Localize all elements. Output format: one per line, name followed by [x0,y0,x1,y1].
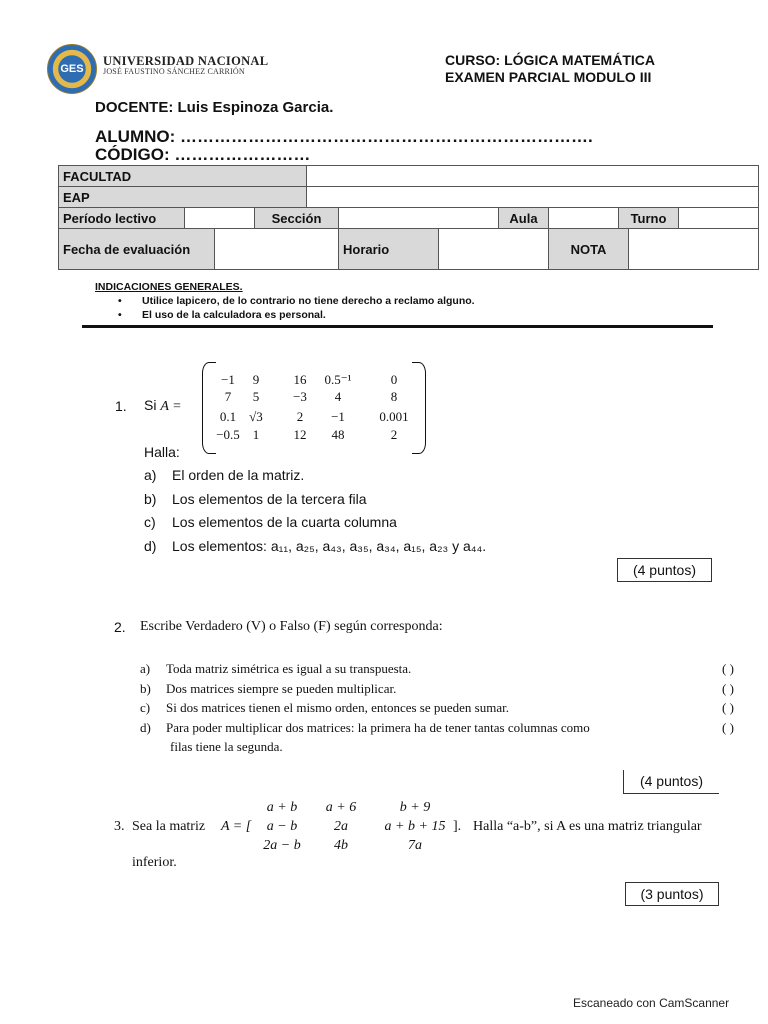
item-letter: a) [144,467,157,483]
matrix-cell: 12 [293,427,307,442]
exam-title: EXAMEN PARCIAL MODULO III [445,69,652,85]
q2-title: Escribe Verdadero (V) o Falso (F) según corresponda: [140,619,443,634]
item-letter: b) [144,490,157,507]
matrix-cell: a + b [266,800,298,815]
item-letter: d) [144,537,157,554]
item-text: Si dos matrices tienen el mismo orden, entonces se pueden sumar. [166,700,509,715]
item-text: Los elementos: a₁₁, a₂₅, a₄₃, a₃₅, a₃₄, a₁₅, a₂₃ y a₄₄. [172,537,487,554]
instruction-item [118,295,475,309]
horario-field[interactable] [439,229,549,270]
matrix-cell: 7 [224,389,232,404]
aula-field[interactable] [549,208,619,229]
q3-lead: Sea la matriz [132,819,206,834]
instructions-title: INDICACIONES GENERALES. [95,281,243,293]
item-letter: d) [140,719,151,735]
student-line[interactable]: ALUMNO: ………………………………………………………………. [95,127,593,146]
q2-item-d [140,718,760,738]
seccion-label: Sección [255,208,339,229]
matrix-cell: 4 [334,389,342,404]
q1-find: Halla: [144,444,180,460]
periodo-label: Período lectivo [59,208,185,229]
instructions-list [118,295,475,322]
item-letter: b) [140,680,151,696]
matrix-cell: 0 [390,372,398,387]
item-text: Para poder multiplicar dos matrices: la primera ha de tener tantas columnas como [166,719,590,735]
answer-box[interactable]: ( ) [722,661,734,676]
facultad-label: FACULTAD [59,166,307,187]
divider-line [82,325,713,328]
q1-items [144,464,486,558]
q3-continuation: inferior. [132,855,177,870]
item-text: El orden de la matriz. [172,467,305,483]
exam-info-table [58,165,759,270]
matrix-cell: b + 9 [399,800,431,815]
facultad-field[interactable] [307,166,759,187]
matrix-cell: 5 [252,389,260,404]
item-text: Dos matrices siempre se pueden multiplicar. [166,680,397,696]
matrix-cell: −1 [221,372,235,387]
matrix-cell: 8 [390,389,398,404]
matrix-cell: a + 6 [325,800,357,815]
matrix-cell: 0.1 [219,409,237,424]
q1-si: Si [144,397,157,413]
matrix-cell: −1 [331,409,345,424]
matrix-cell: −0.5 [216,427,240,442]
eap-field[interactable] [307,187,759,208]
matrix-cell: 4b [334,838,348,853]
matrix-cell: 9 [252,372,260,387]
item-text: Toda matriz simétrica es igual a su transpuesta. [166,661,412,676]
q3-close-bracket: ]. [453,819,462,834]
item-text: Los elementos de la cuarta columna [172,514,397,530]
fecha-label: Fecha de evaluación [59,229,215,270]
periodo-field[interactable] [185,208,255,229]
turno-label: Turno [619,208,679,229]
matrix-cell: 0.001 [379,409,409,424]
q1-points: (4 puntos) [617,558,712,582]
q1-matrix [202,362,426,454]
course-title: CURSO: LÓGICA MATEMÁTICA [445,52,655,68]
q1-item-d [144,535,486,559]
q1-matrix-name: A = [160,399,182,414]
aula-label: Aula [499,208,549,229]
code-line[interactable]: CÓDIGO: …………………… [95,145,311,164]
matrix-cell: 0.5⁻¹ [324,372,352,387]
matrix-cell: 2 [296,409,304,424]
q1-intro [144,397,182,415]
answer-box[interactable]: ( ) [722,719,734,735]
university-name: UNIVERSIDAD NACIONAL [103,54,269,68]
course-header [445,52,655,86]
matrix-cell: 48 [331,427,345,442]
instruction-item [118,309,475,323]
eap-label: EAP [59,187,307,208]
q3-matrix-name: A = [ [221,819,252,834]
q3-points: (3 puntos) [625,882,719,906]
university-logo: GES [47,44,97,94]
fecha-field[interactable] [215,229,339,270]
item-text: Los elementos de la tercera fila [172,490,367,507]
q2-item-d-continuation: filas tiene la segunda. [170,739,283,754]
item-letter: c) [144,514,156,530]
horario-label: Horario [339,229,439,270]
q2-number: 2. [114,619,126,635]
q2-item-c [140,698,760,718]
answer-box[interactable]: ( ) [722,700,734,715]
matrix-cell: 16 [293,372,307,387]
seccion-field[interactable] [339,208,499,229]
q2-items [140,659,760,757]
q2-points: (4 puntos) [623,770,719,794]
student-fields [95,128,593,164]
q3-rest: Halla “a-b”, si A es una matriz triangular [473,819,702,834]
turno-field[interactable] [679,208,759,229]
matrix-cell: 1 [252,427,260,442]
item-letter: c) [140,700,151,715]
matrix-cell: 2 [390,427,398,442]
matrix-cell: 2a [334,819,348,834]
q1-item-b [144,488,486,512]
university-subname: JOSÉ FAUSTINO SÁNCHEZ CARRIÓN [103,67,245,76]
q1-number: 1. [115,398,127,414]
bullet: • [118,295,122,307]
matrix-cell: a − b [266,819,298,834]
matrix-cell: −3 [293,389,307,404]
item-letter: a) [140,661,151,676]
instruction-text: Utilice lapicero, de lo contrario no tiene derecho a reclamo alguno. [142,295,475,307]
q2-item-a [140,659,760,679]
matrix-cell: a + b + 15 [384,819,446,834]
nota-label: NOTA [549,229,629,270]
answer-box[interactable]: ( ) [722,680,734,696]
camscanner-watermark: Escaneado con CamScanner [573,996,730,1010]
q1-item-c [144,511,486,535]
teacher-name: DOCENTE: Luis Espinoza Garcia. [95,99,334,116]
matrix-cell: 2a − b [263,838,301,853]
matrix-cell: 7a [408,838,422,853]
q3-number: 3. [114,819,125,834]
q2-item-b [140,679,760,699]
nota-field[interactable] [629,229,759,270]
instruction-text: El uso de la calculadora es personal. [142,308,326,321]
bullet: • [118,308,122,321]
matrix-cell: √3 [249,409,263,424]
q1-item-a [144,464,486,488]
